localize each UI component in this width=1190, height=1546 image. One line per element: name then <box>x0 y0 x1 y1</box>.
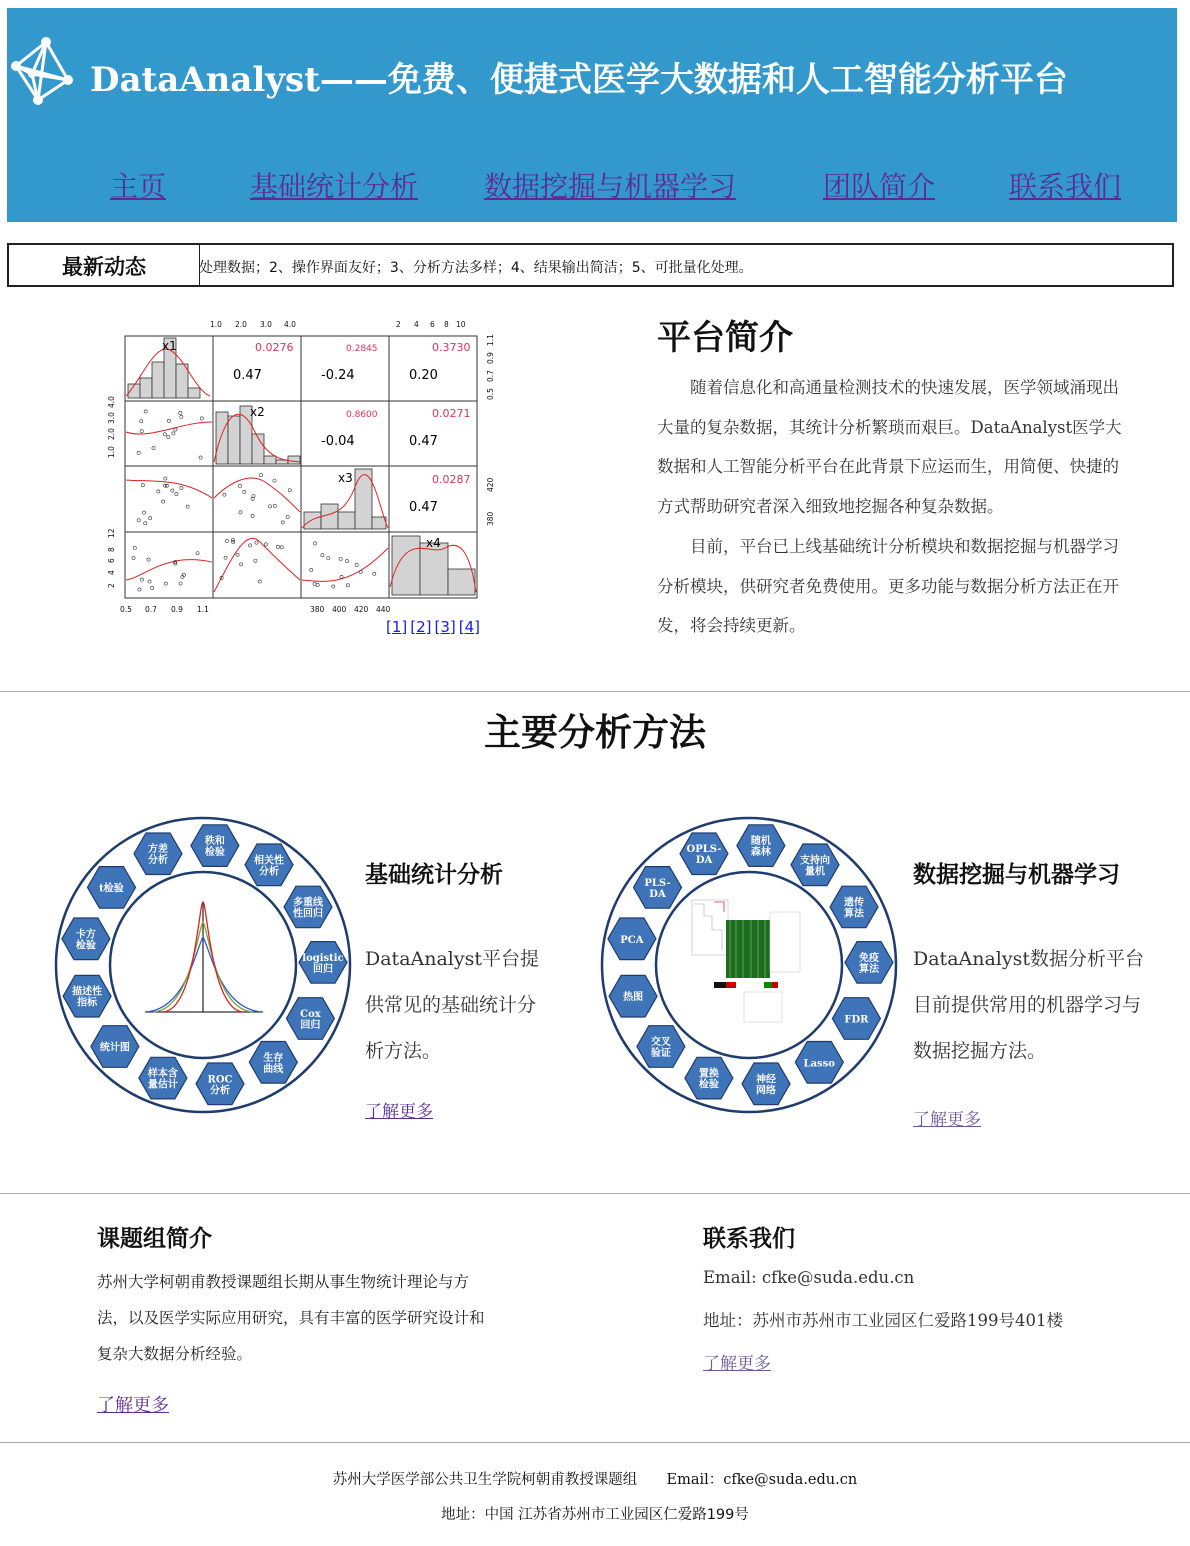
scatter-point <box>164 477 167 480</box>
tick-label: 3.0 <box>260 320 272 329</box>
scatter-point <box>140 578 143 581</box>
tick-label: 4 <box>107 570 116 575</box>
basic-stats-more-link[interactable]: 了解更多 <box>365 1102 433 1122</box>
method-label: 量机 <box>805 866 826 878</box>
nav-data-mining[interactable]: 数据挖掘与机器学习 <box>484 170 737 203</box>
method-label: 样本含 <box>147 1068 178 1080</box>
var-label: x3 <box>338 471 353 485</box>
method-label: 量估计 <box>147 1079 178 1091</box>
scatter-point <box>254 559 257 562</box>
contact-more-link[interactable]: 了解更多 <box>703 1354 771 1374</box>
method-label: logistic <box>302 952 344 964</box>
corr-sig: 0.0271 <box>432 407 471 420</box>
tick-label: 0.9 <box>171 605 183 614</box>
tick-label: 0.9 <box>486 352 495 364</box>
ref-link[interactable]: [1] <box>386 618 408 636</box>
tick-label: 12 <box>107 528 116 538</box>
tick-label: 2 <box>396 320 401 329</box>
footer-email: Email：cfke@suda.edu.cn <box>666 1472 858 1488</box>
tick-label: 2 <box>107 583 116 588</box>
team-more-link[interactable]: 了解更多 <box>97 1395 169 1416</box>
scatter-point <box>251 514 254 517</box>
tick-label: 400 <box>332 605 347 614</box>
nav-basic-stats[interactable]: 基础统计分析 <box>250 170 419 203</box>
scatter-point <box>288 489 291 492</box>
scatter-point <box>141 484 144 487</box>
scatter-point <box>273 504 276 507</box>
site-title: DataAnalyst——免费、便捷式医学大数据和人工智能分析平台 <box>90 60 1068 100</box>
scatter-point <box>258 580 261 583</box>
contact-address: 地址：苏州市苏州市工业园区仁爱路199号401楼 <box>703 1311 1063 1330</box>
method-label: 回归 <box>300 1019 321 1031</box>
scatter-point <box>321 554 324 557</box>
var-label: x1 <box>162 339 177 353</box>
tick-label: 2.0 <box>107 428 116 440</box>
method-label: 置换 <box>698 1068 719 1080</box>
scatter-point <box>313 582 316 585</box>
tick-label: 2.0 <box>235 320 247 329</box>
method-label: 方差 <box>148 844 169 856</box>
method-label: 算法 <box>858 963 879 975</box>
scatter-point <box>223 493 226 496</box>
method-label: 卡方 <box>75 929 96 941</box>
basic-stats-desc: DataAnalyst平台提供常见的基础统计分析方法。 <box>365 948 540 1062</box>
method-label: OPLS- <box>686 844 722 856</box>
divider <box>0 1442 1190 1443</box>
scatter-point <box>240 563 243 566</box>
corr-value: 0.47 <box>409 500 438 515</box>
scatter-point <box>332 585 335 588</box>
method-label: 免疫 <box>858 952 879 964</box>
method-label: 秩和 <box>204 836 225 848</box>
tick-label: 4 <box>414 320 419 329</box>
method-label: 描述性 <box>72 986 103 998</box>
scatter-point <box>147 558 150 561</box>
scatter-point <box>172 432 175 435</box>
scatter-point <box>144 522 147 525</box>
tick-label: 4.0 <box>107 396 116 408</box>
scatter-point <box>355 563 358 566</box>
tick-label: 420 <box>354 605 369 614</box>
tick-label: 0.7 <box>486 370 495 382</box>
scatter-point <box>140 420 143 423</box>
scatter-point <box>144 410 147 413</box>
method-label: 算法 <box>844 908 865 920</box>
scatter-point <box>167 419 170 422</box>
network-icon <box>8 36 76 108</box>
divider <box>0 691 1190 692</box>
scatter-point <box>248 544 251 547</box>
scatter-point <box>140 430 143 433</box>
scatter-point <box>152 446 155 449</box>
basic-stats-wheel <box>50 812 360 1118</box>
news-bar <box>7 243 1174 287</box>
method-label: 森林 <box>750 847 771 859</box>
tick-label: 3.0 <box>107 412 116 424</box>
scatter-point <box>179 582 182 585</box>
scatter-point <box>276 545 279 548</box>
scatter-point <box>138 588 141 591</box>
footer-address: 地址：中国 江苏省苏州市工业园区仁爱路199号 <box>441 1507 749 1523</box>
scatter-point <box>151 586 154 589</box>
ref-link[interactable]: [2] <box>410 618 432 636</box>
news-label: 最新动态 <box>9 245 200 285</box>
scatter-point <box>164 582 167 585</box>
scatter-point <box>225 539 228 542</box>
method-label: 网络 <box>756 1085 777 1097</box>
nav-home[interactable]: 主页 <box>110 170 167 203</box>
method-label: Lasso <box>803 1058 835 1070</box>
method-label: 分析 <box>210 1085 231 1097</box>
scatter-point <box>243 490 246 493</box>
basic-stats-title: 基础统计分析 <box>365 861 503 888</box>
tick-label: 8 <box>107 547 116 552</box>
scatter-point <box>171 489 174 492</box>
tick-label: 1.0 <box>210 320 222 329</box>
scatter-point <box>252 494 255 497</box>
tick-label: 8 <box>444 320 449 329</box>
tick-label: 1.1 <box>197 605 209 614</box>
var-label: x4 <box>426 536 441 550</box>
scatter-point <box>199 456 202 459</box>
method-label: 回归 <box>312 963 333 975</box>
contact-email: Email: cfke@suda.edu.cn <box>703 1268 915 1287</box>
method-label: 生存 <box>263 1052 284 1064</box>
footer-org: 苏州大学医学部公共卫生学院柯朝甫教授课题组 <box>332 1472 638 1488</box>
corr-sig: 0.0276 <box>255 341 294 354</box>
tick-label: 4.0 <box>284 320 296 329</box>
scatter-point <box>196 552 199 555</box>
scatter-point <box>149 517 152 520</box>
ml-title: 数据挖掘与机器学习 <box>913 861 1120 888</box>
method-label: 曲线 <box>263 1063 284 1075</box>
tick-label: 420 <box>486 477 495 492</box>
tick-label: 440 <box>376 605 391 614</box>
ml-desc: DataAnalyst数据分析平台目前提供常用的机器学习与数据挖掘方法。 <box>913 948 1145 1062</box>
scatter-point <box>142 511 145 514</box>
scatter-point <box>327 556 330 559</box>
tick-label: 10 <box>456 320 466 329</box>
scatter-point <box>273 479 276 482</box>
nav-team[interactable]: 团队简介 <box>823 170 936 203</box>
scatter-point <box>163 433 166 436</box>
scatter-point <box>179 411 182 414</box>
tick-label: 6 <box>107 558 116 563</box>
scatter-point <box>339 557 342 560</box>
method-label: 指标 <box>77 997 98 1009</box>
corr-sig: 0.8600 <box>346 410 378 420</box>
divider <box>0 1193 1190 1194</box>
tick-label: 0.5 <box>486 388 495 400</box>
corr-value: -0.04 <box>321 434 355 449</box>
method-label: 检验 <box>204 847 225 859</box>
scatter-point <box>313 542 316 545</box>
method-label: DA <box>649 888 666 900</box>
method-label: 分析 <box>148 855 169 867</box>
corr-value: 0.47 <box>233 368 262 383</box>
ref-link[interactable]: [3] <box>434 618 456 636</box>
tick-label: 0.5 <box>120 605 132 614</box>
scatter-point <box>180 415 183 418</box>
intro-title: 平台简介 <box>657 318 793 358</box>
tick-label: 1.1 <box>486 334 495 346</box>
tick-label: 1.0 <box>107 446 116 458</box>
contact-title: 联系我们 <box>703 1225 795 1252</box>
method-label: 神经 <box>756 1074 777 1086</box>
method-label: 热图 <box>623 992 644 1004</box>
scatter-point <box>175 492 178 495</box>
methods-title: 主要分析方法 <box>484 710 706 754</box>
nav-contact[interactable]: 联系我们 <box>1009 170 1122 203</box>
scatter-point <box>200 417 203 420</box>
corr-value: 0.47 <box>409 434 438 449</box>
scatter-point <box>340 575 343 578</box>
method-label: PLS- <box>644 877 671 889</box>
method-label: ROC <box>207 1074 233 1086</box>
corr-sig: 0.3730 <box>432 341 471 354</box>
method-label: PCA <box>620 934 644 946</box>
method-label: 统计图 <box>99 1042 130 1054</box>
method-label: DA <box>695 855 713 867</box>
scatter-point <box>286 515 289 518</box>
scatter-point <box>259 474 262 477</box>
method-label: 验证 <box>650 1047 671 1059</box>
scatter-point <box>238 484 241 487</box>
scatter-point <box>186 505 189 508</box>
method-label: 检验 <box>698 1079 719 1091</box>
method-label: t检验 <box>99 883 124 895</box>
var-label: x2 <box>250 405 265 419</box>
corr-value: 0.20 <box>409 368 438 383</box>
scatter-point <box>148 580 151 583</box>
method-label: 分析 <box>259 866 280 878</box>
tick-label: 0.7 <box>145 605 157 614</box>
scatter-point <box>310 568 313 571</box>
tick-label: 380 <box>310 605 325 614</box>
scatter-point <box>345 559 348 562</box>
method-label: Cox <box>300 1008 321 1020</box>
corr-sig: 0.0287 <box>432 473 471 486</box>
corr-sig: 0.2845 <box>346 344 378 354</box>
scatter-point <box>239 511 242 514</box>
intro-paragraph-1: 随着信息化和高通量检测技术的快速发展，医学领域涌现出大量的复杂数据，其统计分析繁琐而艰巨。DataAnalyst医学大数据和人工智能分析平台在此背景下应运而生，用简便、快捷的方式帮助研究者深入细致地挖掘各种复杂数据。 <box>657 378 1122 516</box>
scatter-point <box>281 521 284 524</box>
scatter-point <box>137 451 140 454</box>
ml-methods-wheel <box>594 812 904 1118</box>
footer-line-1 <box>0 1468 1190 1489</box>
method-label: 交叉 <box>650 1036 671 1048</box>
scatter-point <box>268 505 271 508</box>
figure-refs <box>386 618 483 636</box>
method-label: 随机 <box>750 836 771 848</box>
scatter-point <box>180 486 183 489</box>
scatter-point <box>346 584 349 587</box>
scatter-point <box>224 556 227 559</box>
scatter-point <box>162 500 165 503</box>
intro-paragraph-2: 目前，平台已上线基础统计分析模块和数据挖掘与机器学习分析模块，供研究者免费使用。更多功能与数据分析方法正在开发，将会持续更新。 <box>657 537 1119 635</box>
team-title: 课题组简介 <box>97 1225 212 1252</box>
scatter-point <box>373 572 376 575</box>
scatter-point <box>255 541 258 544</box>
corr-value: -0.24 <box>321 368 355 383</box>
scatter-point <box>132 556 135 559</box>
scatter-point <box>264 543 267 546</box>
team-text: 苏州大学柯朝甫教授课题组长期从事生物统计理论与方法，以及医学实际应用研究，具有丰富的医学研究设计和复杂大数据分析经验。 <box>97 1273 485 1363</box>
scatter-matrix-image <box>100 312 500 620</box>
tick-label: 6 <box>430 320 435 329</box>
ml-more-link[interactable]: 了解更多 <box>913 1110 981 1130</box>
method-label: 多重线 <box>293 897 324 909</box>
news-ticker: 处理数据；2、操作界面友好；3、分析方法多样；4、结果输出简洁；5、可批量化处理。 <box>199 260 753 276</box>
scatter-point <box>280 546 283 549</box>
scatter-point <box>157 490 160 493</box>
scatter-point <box>133 546 136 549</box>
method-label: 遗传 <box>844 897 865 909</box>
scatter-point <box>167 435 170 438</box>
tick-label: 380 <box>486 511 495 526</box>
method-label: 支持向 <box>800 855 831 867</box>
method-label: 检验 <box>75 940 96 952</box>
scatter-point <box>174 428 177 431</box>
scatter-point <box>236 553 239 556</box>
method-label: 性回归 <box>293 908 324 920</box>
scatter-point <box>316 583 319 586</box>
scatter-point <box>137 519 140 522</box>
ref-link[interactable]: [4] <box>458 618 480 636</box>
method-label: FDR <box>844 1014 869 1026</box>
method-label: 相关性 <box>254 855 285 867</box>
